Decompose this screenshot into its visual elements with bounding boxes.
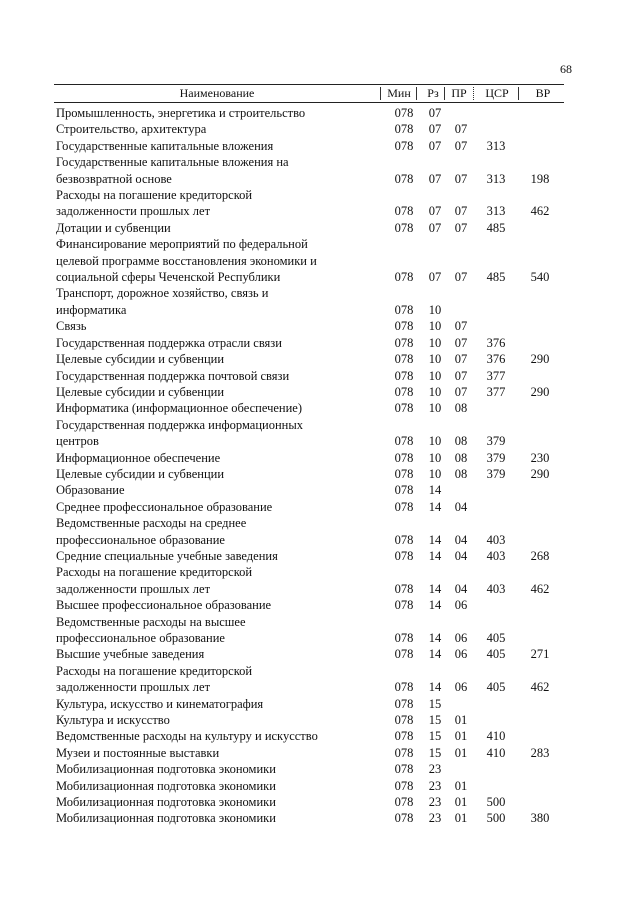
table-row <box>54 614 564 647</box>
row-name <box>54 368 380 384</box>
row-csr: 379 <box>486 466 506 481</box>
table-row <box>54 400 564 416</box>
row-min: 078 <box>394 631 414 645</box>
header-divider <box>473 87 474 100</box>
table-row <box>54 696 564 712</box>
row-name <box>54 712 380 728</box>
table-row <box>54 778 564 794</box>
header-csr: ЦСР <box>485 86 509 100</box>
row-min: 078 <box>394 220 414 235</box>
row-csr: 376 <box>486 335 506 350</box>
row-pr: 07 <box>454 204 468 219</box>
row-min: 078 <box>394 795 414 810</box>
row-csr: 405 <box>486 647 506 662</box>
row-name-line: Государственные капитальные вложения <box>56 138 274 153</box>
row-pr: 08 <box>454 434 468 449</box>
row-vr: 268 <box>530 548 550 563</box>
row-pr: 06 <box>454 631 468 645</box>
row-name <box>54 400 380 416</box>
table-row <box>54 548 564 564</box>
row-rz: 07 <box>428 138 442 153</box>
table-row <box>54 794 564 810</box>
row-rz: 07 <box>428 171 442 186</box>
row-pr: 06 <box>454 680 468 695</box>
row-csr: 313 <box>486 171 506 186</box>
row-name <box>54 220 380 236</box>
row-rz: 14 <box>428 483 442 498</box>
row-rz: 10 <box>428 335 442 350</box>
row-rz: 15 <box>428 729 442 744</box>
row-min: 078 <box>394 713 414 728</box>
row-rz: 15 <box>428 713 442 728</box>
header-vr: ВР <box>535 86 551 100</box>
row-name <box>54 351 380 367</box>
row-rz: 07 <box>428 106 442 120</box>
row-vr: 462 <box>530 680 550 695</box>
row-name <box>54 236 380 285</box>
row-name <box>54 778 380 794</box>
row-name <box>54 105 380 121</box>
row-name-line: Информационное обеспечение <box>56 450 221 465</box>
header-divider <box>518 87 519 100</box>
row-name <box>54 794 380 810</box>
row-name <box>54 696 380 712</box>
row-min: 078 <box>394 745 414 760</box>
table-row <box>54 187 564 220</box>
row-name <box>54 482 380 498</box>
row-rz: 23 <box>428 778 442 793</box>
row-name-line: социальной сферы Чеченской Республики <box>56 270 281 285</box>
row-min: 078 <box>394 335 414 350</box>
row-csr: 500 <box>486 811 506 826</box>
row-rz: 15 <box>428 696 442 711</box>
row-min: 078 <box>394 401 414 416</box>
row-min: 078 <box>394 434 414 449</box>
row-pr: 07 <box>454 368 468 383</box>
row-name-line: Связь <box>56 319 87 334</box>
row-csr: 313 <box>486 138 506 153</box>
table-row <box>54 712 564 728</box>
row-min: 078 <box>394 811 414 826</box>
row-pr: 04 <box>454 499 468 514</box>
row-min: 078 <box>394 270 414 285</box>
row-min: 078 <box>394 368 414 383</box>
table-row <box>54 499 564 515</box>
row-name-line: целевой программе восстановления экономики и <box>56 253 317 268</box>
row-min: 078 <box>394 729 414 744</box>
row-csr: 313 <box>486 204 506 219</box>
row-name <box>54 597 380 613</box>
row-pr: 07 <box>454 122 468 137</box>
row-name-line: Расходы на погашение кредиторской <box>56 565 253 580</box>
header-divider <box>380 87 381 100</box>
row-rz: 07 <box>428 220 442 235</box>
row-vr: 290 <box>530 384 550 399</box>
row-min: 078 <box>394 680 414 695</box>
row-pr: 01 <box>454 795 468 810</box>
table-row <box>54 810 564 826</box>
row-rz: 14 <box>428 532 442 547</box>
table-row <box>54 728 564 744</box>
row-rz: 10 <box>428 466 442 481</box>
row-pr: 01 <box>454 778 468 793</box>
table-row <box>54 318 564 334</box>
row-vr: 230 <box>530 450 550 465</box>
row-name-line: Ведомственные расходы на культуру и искусство <box>56 729 318 744</box>
row-pr: 06 <box>454 598 468 613</box>
row-rz: 15 <box>428 745 442 760</box>
row-name-line: Целевые субсидии и субвенции <box>56 384 225 399</box>
table-row <box>54 761 564 777</box>
row-rz: 14 <box>428 598 442 613</box>
row-name-line: Государственная поддержка отрасли связи <box>56 335 282 350</box>
row-pr: 07 <box>454 270 468 285</box>
row-name-line: Образование <box>56 483 125 498</box>
row-name-line: Мобилизационная подготовка экономики <box>56 762 276 777</box>
row-min: 078 <box>394 319 414 334</box>
row-pr: 07 <box>454 138 468 153</box>
table-row <box>54 384 564 400</box>
header-name: Наименование <box>179 86 255 100</box>
row-min: 078 <box>394 499 414 514</box>
row-rz: 07 <box>428 122 442 137</box>
header-rz: Рз <box>427 86 439 100</box>
row-rz: 23 <box>428 811 442 826</box>
row-rz: 14 <box>428 647 442 662</box>
row-rz: 23 <box>428 762 442 777</box>
row-name-line: задолженности прошлых лет <box>56 680 211 695</box>
row-name <box>54 154 380 187</box>
row-rz: 10 <box>428 401 442 416</box>
row-min: 078 <box>394 122 414 137</box>
row-rz: 14 <box>428 680 442 695</box>
row-name-line: Мобилизационная подготовка экономики <box>56 795 276 810</box>
row-name-line: Средние специальные учебные заведения <box>56 548 278 563</box>
row-rz: 10 <box>428 368 442 383</box>
header-min: Мин <box>387 86 411 100</box>
row-min: 078 <box>394 204 414 219</box>
table-row <box>54 154 564 187</box>
table-row <box>54 482 564 498</box>
row-rz: 10 <box>428 352 442 367</box>
row-min: 078 <box>394 384 414 399</box>
row-name-line: Мобилизационная подготовка экономики <box>56 811 276 826</box>
row-name-line: Государственная поддержка информационных <box>56 417 303 432</box>
row-vr: 271 <box>530 647 550 662</box>
row-csr: 485 <box>486 220 506 235</box>
row-name-line: задолженности прошлых лет <box>56 204 211 219</box>
row-min: 078 <box>394 696 414 711</box>
row-name <box>54 187 380 220</box>
row-csr: 500 <box>486 795 506 810</box>
row-name <box>54 728 380 744</box>
table-row <box>54 351 564 367</box>
page-number: 68 <box>560 62 572 76</box>
row-csr: 410 <box>486 729 506 744</box>
row-name-line: Дотации и субвенции <box>56 220 171 235</box>
row-min: 078 <box>394 302 414 317</box>
table-row <box>54 466 564 482</box>
row-name <box>54 466 380 482</box>
table-row <box>54 515 564 548</box>
row-min: 078 <box>394 483 414 498</box>
row-name <box>54 318 380 334</box>
header-pr: ПР <box>451 86 467 100</box>
row-rz: 14 <box>428 548 442 563</box>
row-name-line: Строительство, архитектура <box>56 122 207 137</box>
row-name-line: Ведомственные расходы на высшее <box>56 614 246 629</box>
row-name <box>54 564 380 597</box>
table-row <box>54 220 564 236</box>
row-vr: 462 <box>530 204 550 219</box>
row-name-line: центров <box>56 434 99 449</box>
row-min: 078 <box>394 450 414 465</box>
row-pr: 07 <box>454 352 468 367</box>
row-name-line: Культура, искусство и кинематография <box>56 696 264 711</box>
table-row <box>54 368 564 384</box>
table-row <box>54 236 564 285</box>
row-csr: 379 <box>486 450 506 465</box>
row-name <box>54 548 380 564</box>
row-min: 078 <box>394 598 414 613</box>
table-row <box>54 450 564 466</box>
table-row <box>54 335 564 351</box>
row-csr: 403 <box>486 581 506 596</box>
row-min: 078 <box>394 466 414 481</box>
row-name <box>54 614 380 647</box>
row-rz: 07 <box>428 204 442 219</box>
row-min: 078 <box>394 138 414 153</box>
row-pr: 07 <box>454 171 468 186</box>
row-name-line: профессиональное образование <box>56 532 225 547</box>
row-rz: 10 <box>428 434 442 449</box>
row-vr: 380 <box>530 811 550 826</box>
row-vr: 290 <box>530 352 550 367</box>
row-min: 078 <box>394 762 414 777</box>
row-name-line: Ведомственные расходы на среднее <box>56 516 247 531</box>
row-name <box>54 285 380 318</box>
row-csr: 379 <box>486 434 506 449</box>
table-header <box>54 84 564 103</box>
row-vr: 198 <box>530 171 550 186</box>
row-name-line: Высшие учебные заведения <box>56 647 205 662</box>
row-rz: 14 <box>428 499 442 514</box>
row-rz: 10 <box>428 302 442 317</box>
row-min: 078 <box>394 171 414 186</box>
row-name <box>54 450 380 466</box>
row-vr: 283 <box>530 745 550 760</box>
row-csr: 377 <box>486 384 506 399</box>
row-pr: 01 <box>454 729 468 744</box>
table-row <box>54 285 564 318</box>
row-min: 078 <box>394 778 414 793</box>
row-name <box>54 761 380 777</box>
row-name <box>54 499 380 515</box>
table-row <box>54 597 564 613</box>
row-pr: 01 <box>454 713 468 728</box>
row-pr: 08 <box>454 401 468 416</box>
row-pr: 04 <box>454 581 468 596</box>
row-name-line: Музеи и постоянные выставки <box>56 745 220 760</box>
row-name <box>54 121 380 137</box>
header-divider <box>444 87 445 100</box>
row-name <box>54 663 380 696</box>
row-vr: 290 <box>530 466 550 481</box>
row-name-line: Культура и искусство <box>56 713 170 728</box>
row-name-line: Государственные капитальные вложения на <box>56 155 289 170</box>
table-row <box>54 105 564 121</box>
row-min: 078 <box>394 647 414 662</box>
budget-table <box>54 84 564 827</box>
row-pr: 07 <box>454 319 468 334</box>
row-name-line: Расходы на погашение кредиторской <box>56 188 253 203</box>
row-name-line: информатика <box>56 302 127 317</box>
row-min: 078 <box>394 106 414 120</box>
row-csr: 377 <box>486 368 506 383</box>
table-row <box>54 138 564 154</box>
row-pr: 01 <box>454 811 468 826</box>
row-rz: 14 <box>428 581 442 596</box>
table-row <box>54 663 564 696</box>
row-name <box>54 745 380 761</box>
row-csr: 410 <box>486 745 506 760</box>
row-rz: 10 <box>428 384 442 399</box>
row-name-line: Среднее профессиональное образование <box>56 499 273 514</box>
row-vr: 462 <box>530 581 550 596</box>
row-name-line: Финансирование мероприятий по федеральной <box>56 237 308 252</box>
row-csr: 403 <box>486 548 506 563</box>
row-name <box>54 384 380 400</box>
row-name <box>54 138 380 154</box>
row-rz: 10 <box>428 319 442 334</box>
row-csr: 485 <box>486 270 506 285</box>
row-name-line: Мобилизационная подготовка экономики <box>56 778 276 793</box>
row-name-line: Транспорт, дорожное хозяйство, связь и <box>56 286 269 301</box>
row-name <box>54 335 380 351</box>
row-name <box>54 810 380 826</box>
row-pr: 07 <box>454 220 468 235</box>
row-rz: 23 <box>428 795 442 810</box>
row-rz: 07 <box>428 270 442 285</box>
row-name-line: Промышленность, энергетика и строительство <box>56 106 306 120</box>
row-name-line: Целевые субсидии и субвенции <box>56 352 225 367</box>
table-row <box>54 564 564 597</box>
row-name <box>54 417 380 450</box>
row-csr: 376 <box>486 352 506 367</box>
row-name-line: профессиональное образование <box>56 631 225 645</box>
row-min: 078 <box>394 352 414 367</box>
row-pr: 06 <box>454 647 468 662</box>
row-pr: 08 <box>454 450 468 465</box>
row-csr: 405 <box>486 631 506 645</box>
row-name-line: задолженности прошлых лет <box>56 581 211 596</box>
row-pr: 01 <box>454 745 468 760</box>
row-name-line: Высшее профессиональное образование <box>56 598 272 613</box>
row-min: 078 <box>394 548 414 563</box>
row-rz: 10 <box>428 450 442 465</box>
row-pr: 07 <box>454 384 468 399</box>
table-row <box>54 646 564 662</box>
row-min: 078 <box>394 532 414 547</box>
row-pr: 04 <box>454 548 468 563</box>
row-name <box>54 515 380 548</box>
row-name-line: Целевые субсидии и субвенции <box>56 466 225 481</box>
row-name-line: Расходы на погашение кредиторской <box>56 663 253 678</box>
row-vr: 540 <box>530 270 550 285</box>
row-pr: 08 <box>454 466 468 481</box>
row-name-line: Информатика (информационное обеспечение) <box>56 401 302 416</box>
row-name-line: безвозвратной основе <box>56 171 172 186</box>
row-pr: 07 <box>454 335 468 350</box>
table-row <box>54 417 564 450</box>
header-divider <box>416 87 417 100</box>
row-rz: 14 <box>428 631 442 645</box>
table-body <box>54 105 564 827</box>
row-min: 078 <box>394 581 414 596</box>
row-csr: 403 <box>486 532 506 547</box>
table-row <box>54 121 564 137</box>
row-name-line: Государственная поддержка почтовой связи <box>56 368 290 383</box>
row-pr: 04 <box>454 532 468 547</box>
row-name <box>54 646 380 662</box>
row-csr: 405 <box>486 680 506 695</box>
table-row <box>54 745 564 761</box>
